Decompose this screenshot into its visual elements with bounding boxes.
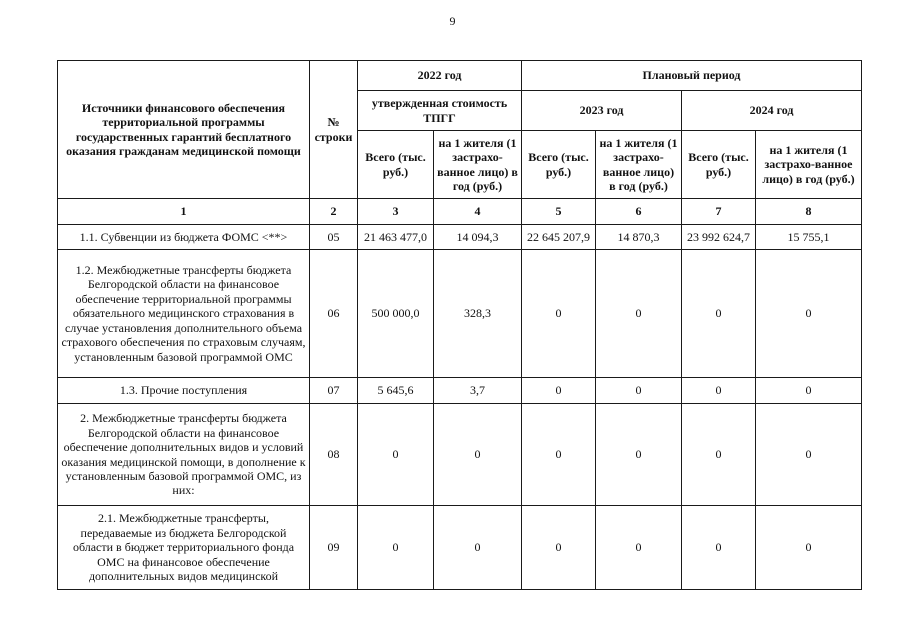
row-number: 08 [310, 404, 358, 506]
cell-value: 0 [682, 404, 756, 506]
cell-value: 0 [522, 378, 596, 404]
cell-value: 14 094,3 [434, 225, 522, 250]
row-label: 1.3. Прочие поступления [58, 378, 310, 404]
table-row [58, 250, 862, 378]
row-label: 2. Межбюджетные трансферты бюджета Белгородской области на финансовое обеспечение дополнительных видов и условий оказания медицинской помощи, в дополнение к установленным базовой программой ОМС, из них: [58, 404, 310, 506]
cell-value: 0 [756, 250, 862, 378]
column-number: 5 [522, 199, 596, 225]
header-per-capita-2022: на 1 жителя (1 застрахо-ванное лицо) в год (руб.) [434, 131, 522, 199]
row-number: 06 [310, 250, 358, 378]
cell-value: 328,3 [434, 250, 522, 378]
header-approved-cost: утвержденная стоимость ТПГГ [358, 91, 522, 131]
cell-value: 0 [682, 250, 756, 378]
table-row [58, 404, 862, 506]
cell-value: 0 [682, 506, 756, 590]
row-number: 09 [310, 506, 358, 590]
header-row-number: № строки [310, 61, 358, 199]
header-total-2023: Всего (тыс. руб.) [522, 131, 596, 199]
cell-value: 0 [756, 506, 862, 590]
cell-value: 3,7 [434, 378, 522, 404]
header-year-2024: 2024 год [682, 91, 862, 131]
cell-value: 0 [434, 404, 522, 506]
cell-value: 0 [522, 250, 596, 378]
cell-value: 500 000,0 [358, 250, 434, 378]
row-label: 1.2. Межбюджетные трансферты бюджета Белгородской области на финансовое обеспечение территориальной программы обязательного медицинского страхования в случае установления дополнительного объема страхового обеспечения по страховым случаям, установленным базовой программой ОМС [58, 250, 310, 378]
financing-sources-table [57, 60, 862, 590]
column-number-row [58, 199, 862, 225]
table-row [58, 378, 862, 404]
cell-value: 0 [596, 506, 682, 590]
column-number: 7 [682, 199, 756, 225]
cell-value: 0 [596, 378, 682, 404]
row-number: 05 [310, 225, 358, 250]
column-number: 2 [310, 199, 358, 225]
cell-value: 0 [434, 506, 522, 590]
cell-value: 0 [596, 404, 682, 506]
cell-value: 0 [682, 378, 756, 404]
header-total-2024: Всего (тыс. руб.) [682, 131, 756, 199]
cell-value: 0 [522, 506, 596, 590]
cell-value: 0 [522, 404, 596, 506]
row-label: 2.1. Межбюджетные трансферты, передаваемые из бюджета Белгородской области в бюджет территориального фонда ОМС на финансовое обеспечение дополнительных видов медицинской [58, 506, 310, 590]
header-per-capita-2024: на 1 жителя (1 застрахо-ванное лицо) в год (руб.) [756, 131, 862, 199]
row-label: 1.1. Субвенции из бюджета ФОМС <**> [58, 225, 310, 250]
header-planned-period: Плановый период [522, 61, 862, 91]
cell-value: 0 [358, 506, 434, 590]
header-total-2022: Всего (тыс. руб.) [358, 131, 434, 199]
table-row [58, 225, 862, 250]
cell-value: 5 645,6 [358, 378, 434, 404]
header-per-capita-2023: на 1 жителя (1 застрахо-ванное лицо) в год (руб.) [596, 131, 682, 199]
column-number: 3 [358, 199, 434, 225]
cell-value: 14 870,3 [596, 225, 682, 250]
cell-value: 0 [756, 404, 862, 506]
column-number: 1 [58, 199, 310, 225]
cell-value: 0 [596, 250, 682, 378]
column-number: 4 [434, 199, 522, 225]
header-year-2023: 2023 год [522, 91, 682, 131]
table-row [58, 506, 862, 590]
header-year-2022: 2022 год [358, 61, 522, 91]
column-number: 8 [756, 199, 862, 225]
row-number: 07 [310, 378, 358, 404]
cell-value: 23 992 624,7 [682, 225, 756, 250]
cell-value: 22 645 207,9 [522, 225, 596, 250]
cell-value: 21 463 477,0 [358, 225, 434, 250]
cell-value: 0 [756, 378, 862, 404]
page-number: 9 [449, 14, 456, 28]
header-source: Источники финансового обеспечения территориальной программы государственных гарантий бесплатного оказания гражданам медицинской помощи [58, 61, 310, 199]
cell-value: 15 755,1 [756, 225, 862, 250]
column-number: 6 [596, 199, 682, 225]
cell-value: 0 [358, 404, 434, 506]
